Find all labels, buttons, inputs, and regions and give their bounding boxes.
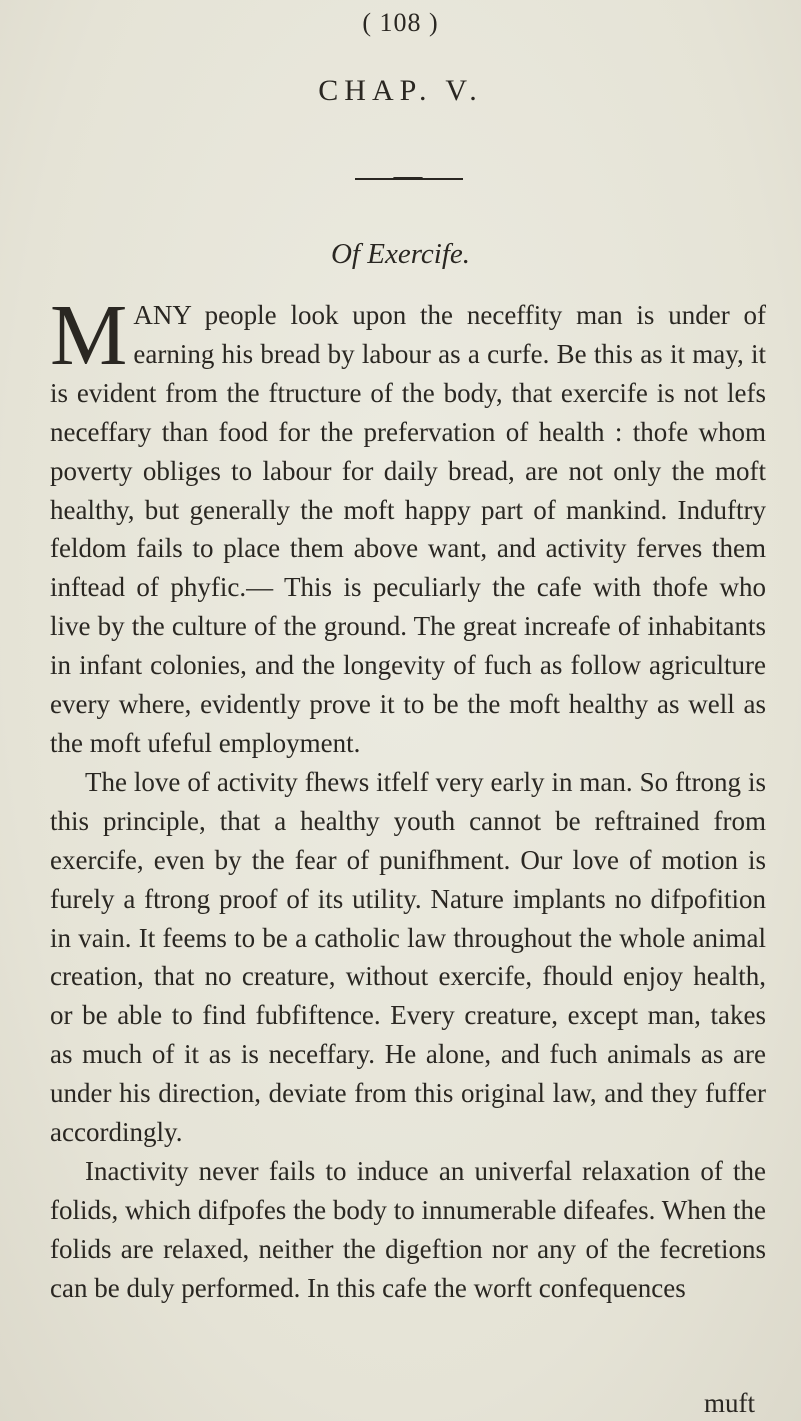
drop-cap: M — [50, 286, 128, 383]
body-text — [50, 286, 766, 1308]
catchword: muft — [704, 1388, 755, 1418]
page-number: ( 108 ) — [362, 8, 439, 37]
chapter-heading: CHAP. V. — [318, 74, 483, 107]
chapter-subtitle: Of Exercife. — [330, 238, 471, 270]
paragraph-2: The love of activity fhews itfelf very early in man. So ftrong is this principle, that a healthy youth cannot be reftrained from exercife, even by the fear of punifhment. Our love of motion is furely a ftrong proof of its utility. Nature implants no difpofition in vain. It feems to be a catholic law throughout the whole animal creation, that no creature, without exercife, fhould enjoy health, or be able to find fubfiftence. Every creature, except man, takes as much of it as is neceffary. He alone, and fuch animals as are under his direction, deviate from this original law, and they fuffer accordingly. — [50, 766, 766, 1148]
paragraph-1-text: ANY people look upon the neceffity man is under of earning his bread by labour as a curfe. Be this as it may, it is evident from the ftructure of the body, that exercife is not lefs neceffary than food for the prefervation of health : thofe whom poverty obliges to labour for daily bread, are not only the moft healthy, but generally the moft happy part of mankind. Induftry feldom fails to place them above want, and activity ferves them inftead of phyfic.— This is peculiarly the cafe with thofe who live by the culture of the ground. The great increafe of inhabitants in infant colonies, and the longevity of fuch as follow agriculture every where, evidently prove it to be the moft healthy as well as the moft ufeful employment. — [50, 300, 766, 758]
paragraph-3: Inactivity never fails to induce an univerfal relaxation of the folids, which difpofes the body to innumerable difeafes. When the folids are relaxed, neither the digeftion nor any of the fecretions can be duly performed. In this cafe the worft confequences — [50, 1155, 766, 1303]
paragraph-1 — [50, 286, 766, 763]
ornamental-rule — [355, 178, 463, 180]
